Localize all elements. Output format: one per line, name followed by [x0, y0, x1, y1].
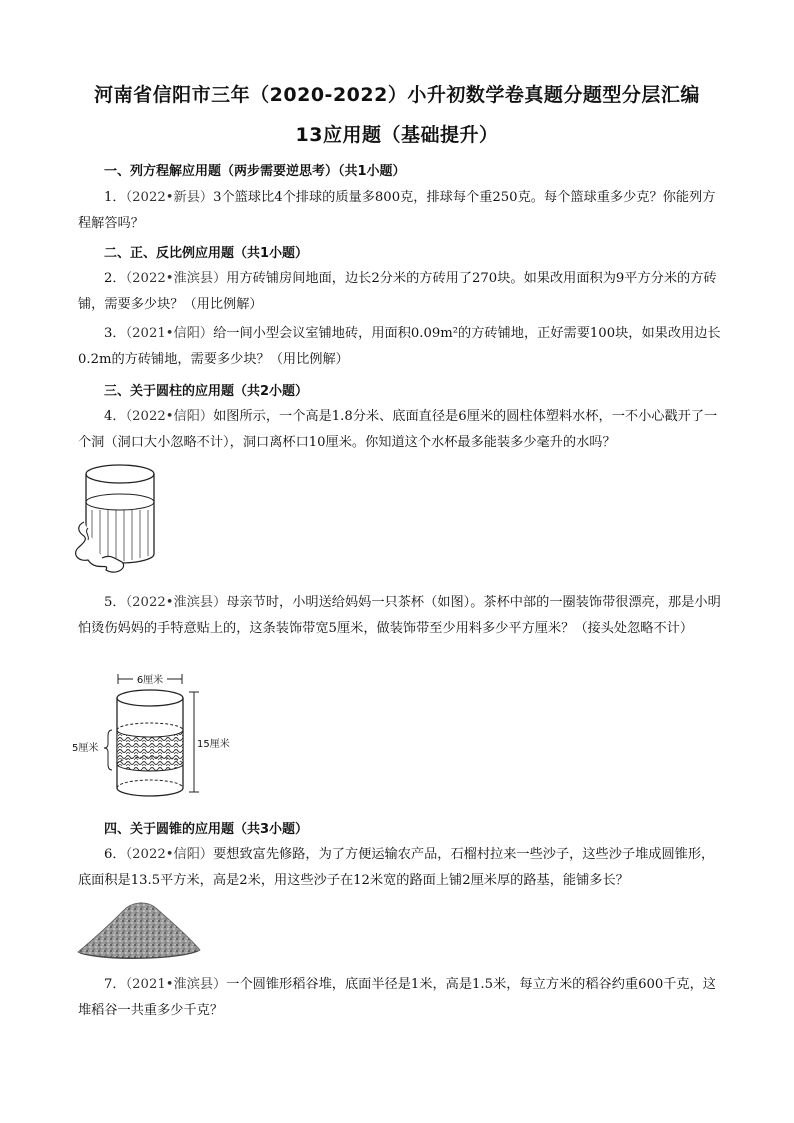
- question-7: [78, 972, 722, 1024]
- section-heading-4: 四、关于圆锥的应用题（共3小题）: [104, 822, 309, 837]
- question-text: 给一间小型会议室铺地砖，用面积0.09m²的方砖铺地，正好需要100块，如果改用边长0.2m的方砖铺地，需要多少块？（用比例解）: [78, 326, 721, 367]
- question-number: 1．: [104, 190, 126, 205]
- question-source: （2022•新县）: [125, 190, 214, 205]
- question-number: 5．: [104, 595, 126, 610]
- question-text: 要想致富先修路，为了方便运输农产品，石榴村拉来一些沙子，这些沙子堆成圆锥形，底面积是13.5平方米，高是2米，用这些沙子在12米宽的路面上铺2厘米厚的路基，能铺多长？: [78, 847, 715, 888]
- question-2: [78, 266, 722, 318]
- question-source: （2022•信阳）: [125, 409, 214, 424]
- section-heading-2: 二、正、反比例应用题（共1小题）: [104, 246, 309, 261]
- document-subtitle: 13应用题（基础提升）: [295, 124, 499, 146]
- question-number: 4．: [104, 409, 126, 424]
- tea-cup-figure: [70, 670, 240, 810]
- band-width-label: 5厘米: [72, 743, 99, 754]
- question-text: 如图所示，一个高是1.8分米、底面直径是6厘米的圆柱体塑料水杯，一不小心戳开了一个洞（洞口大小忽略不计），洞口离杯口10厘米。你知道这个水杯最多能装多少毫升的水吗？: [78, 409, 718, 450]
- cup-top-label: 6厘米: [136, 675, 164, 686]
- question-source: （2021•信阳）: [125, 326, 214, 341]
- question-number: 3．: [104, 326, 126, 341]
- question-text: 母亲节时，小明送给妈妈一只茶杯（如图）。茶杯中部的一圈装饰带很漂亮，那是小明怕烫伤妈妈的手特意贴上的，这条装饰带宽5厘米，做装饰带至少用料多少平方厘米？（接头处忽略不计）: [78, 595, 721, 636]
- question-3: [78, 321, 722, 373]
- question-1: [78, 185, 722, 237]
- question-source: （2022•淮滨县）: [125, 271, 227, 286]
- question-4: [78, 404, 722, 456]
- question-source: （2021•淮滨县）: [125, 977, 227, 992]
- question-number: 2．: [104, 271, 126, 286]
- cup-with-hole-figure: [70, 462, 170, 580]
- question-6: [78, 842, 722, 894]
- section-heading-3: 三、关于圆柱的应用题（共2小题）: [104, 384, 309, 399]
- question-text: 3个篮球比4个排球的质量多800克，排球每个重250克。每个篮球重多少克？你能列方程解答吗？: [78, 190, 716, 231]
- document-title: 河南省信阳市三年（2020-2022）小升初数学卷真题分题型分层汇编: [94, 84, 700, 106]
- question-number: 6．: [104, 847, 126, 862]
- question-source: （2022•淮滨县）: [125, 595, 227, 610]
- question-source: （2022•信阳）: [125, 847, 214, 862]
- question-text: 用方砖铺房间地面，边长2分米的方砖用了270块。如果改用面积为9平方分米的方砖铺，需要多少块？（用比例解）: [78, 271, 717, 312]
- question-text: 一个圆锥形稻谷堆，底面半径是1米，高是1.5米，每立方米的稻谷约重600千克，这堆稻谷一共重多少千克？: [78, 977, 716, 1018]
- sand-pile-figure: [74, 896, 204, 962]
- section-heading-1: 一、列方程解应用题（两步需要逆思考）（共1小题）: [104, 164, 406, 179]
- question-5: [78, 590, 722, 642]
- question-number: 7．: [104, 977, 126, 992]
- height-label: 15厘米: [197, 739, 230, 750]
